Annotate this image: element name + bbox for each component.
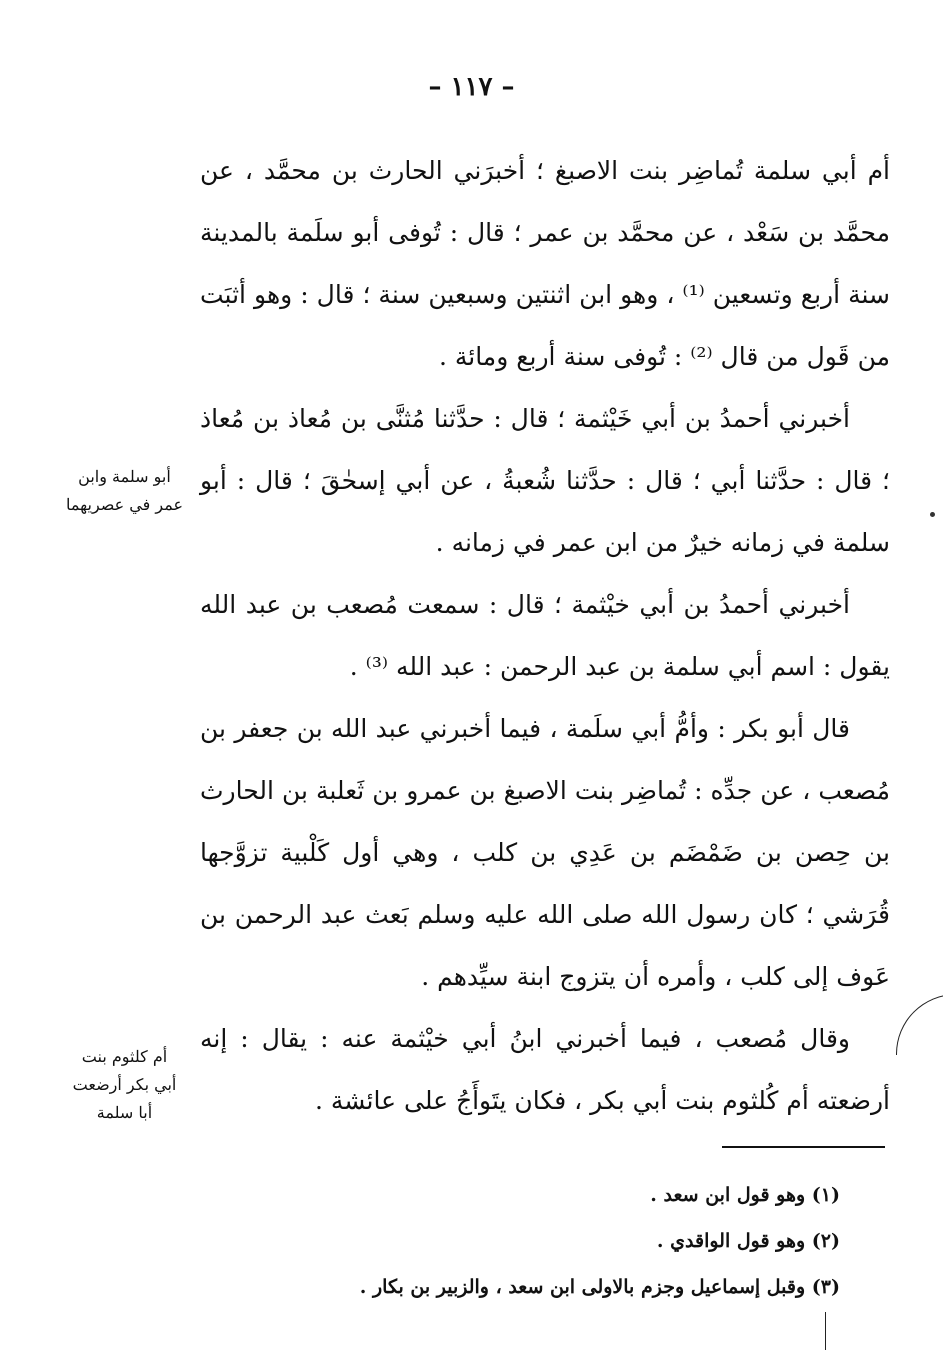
paragraph: أخبرني أحمدُ بن أبي خَيْثمة ؛ قال : حدَّثنا مُثنَّى بن مُعاذ بن مُعاذ ؛ قال : حدَّثنا أبي ؛ قال : حدَّثنا شُعبةُ ، عن أبي إسحٰقَ ؛ قال : أبو سلمة في زمانه خيرٌ من ابن عمر في زمانه . — [200, 404, 890, 557]
margin-note — [62, 463, 187, 519]
footnote: (٣) وقبل إسماعيل وجزم بالاولى ابن سعد ، والزبير بن بكار . — [359, 1276, 840, 1298]
page-curl-mark — [896, 994, 943, 1055]
margin-note-line: أبو سلمة وابن — [78, 467, 171, 486]
footnote: (٢) وهو قول الواقدي . — [656, 1230, 840, 1252]
paragraph: أخبرني أحمدُ بن أبي خيْثمة ؛ قال : سمعت مُصعب بن عبد الله يقول : اسم أبي سلمة بن عبد الرحمن : عبد الله ⁽³⁾ . — [200, 590, 890, 681]
scan-speck — [930, 512, 935, 517]
footnotes — [300, 1172, 840, 1310]
paragraph: وقال مُصعب ، فيما أخبرني ابنُ أبي خيْثمة عنه : يقال : إنه أرضعته أم كُلثوم بنت أبي بكر ، فكان يتَوأَجُ على عائشة . — [200, 1024, 890, 1115]
margin-note — [62, 1043, 187, 1127]
footnote: (١) وهو قول ابن سعد . — [650, 1184, 840, 1206]
margin-note-line: أم كلثوم بنت — [81, 1047, 168, 1066]
margin-note-line: أبا سلمة — [96, 1103, 153, 1122]
margin-note-line: أبي بكر أرضعت — [72, 1075, 177, 1094]
main-text — [200, 140, 890, 1132]
scan-edge-mark — [825, 1312, 826, 1350]
page-number: – ١١٧ – — [428, 72, 515, 102]
paragraph: قال أبو بكر : وأمُّ أبي سلَمة ، فيما أخبرني عبد الله بن جعفر بن مُصعب ، عن جدِّه : تُماضِر بنت الاصبغ بن عمرو بن ثَعلبة بن الحارث بن حِصن بن ضَمْضَم بن عَدِي بن كلب ، وهي أول كَلْبية تزوَّجها قُرَشي ؛ كان رسول الله صلى الله عليه وسلم بَعث عبد الرحمن بن عَوف إلى كلب ، وأمره أن يتزوج ابنة سيِّدهم . — [200, 714, 890, 991]
paragraph: أم أبي سلمة تُماضِر بنت الاصبغ ؛ أخبرَني الحارث بن محمَّد ، عن محمَّد بن سَعْد ، عن محمَّد بن عمر ؛ قال : تُوفى أبو سلَمة بالمدينة سنة أربع وتسعين ⁽¹⁾ ، وهو ابن اثنتين وسبعين سنة ؛ قال : وهو أثبَت من قَول من قال ⁽²⁾ : تُوفى سنة أربع ومائة . — [200, 156, 890, 371]
footnote-separator — [722, 1146, 885, 1148]
margin-note-line: عمر في عصريهما — [66, 495, 183, 514]
